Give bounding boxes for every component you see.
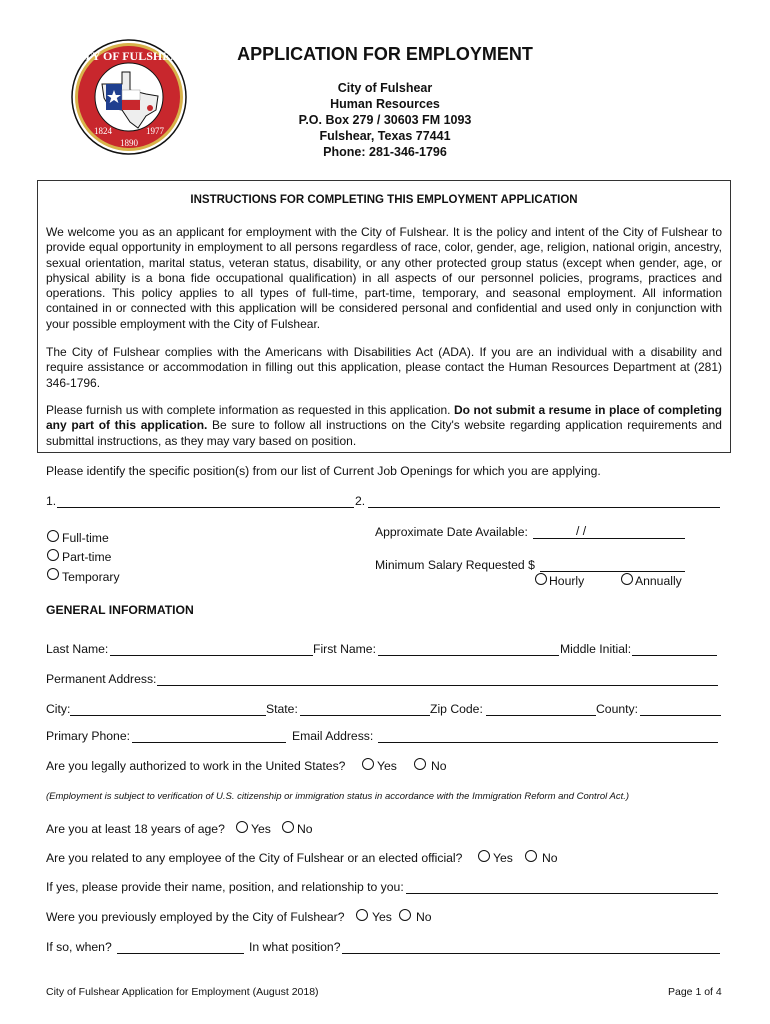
form-title: APPLICATION FOR EMPLOYMENT (237, 44, 533, 64)
hourly-label: Hourly (549, 574, 585, 588)
seal-year-2: 1890 (120, 138, 138, 148)
address-line: P.O. Box 279 / 30603 FM 1093 (298, 113, 472, 127)
previous-employment-question: Were you previously employed by the City of Fulshear? (46, 910, 345, 924)
last-name-label: Last Name: (46, 642, 109, 656)
related-question: Are you related to any employee of the City of Fulshear or an elected official? (46, 851, 463, 865)
county-field[interactable] (640, 715, 721, 716)
positions-prompt: Please identify the specific position(s) from our list of Current Job Openings for which you are applying. (46, 464, 601, 478)
age-no-radio[interactable] (282, 821, 294, 833)
temporary-radio[interactable] (47, 568, 59, 580)
previous-yes-radio[interactable] (356, 909, 368, 921)
address-line: City of Fulshear (337, 81, 433, 95)
temporary-label: Temporary (62, 570, 120, 584)
previous-no-radio[interactable] (399, 909, 411, 921)
previous-position-field[interactable] (342, 953, 720, 954)
state-label: State: (266, 702, 298, 716)
part-time-label: Part-time (62, 550, 112, 564)
primary-phone-field[interactable] (132, 742, 286, 743)
instructions-p3-rest: Be sure to follow all instructions on the City's website regarding application requirements and submittal instructions, as they may vary based on position. (46, 418, 722, 448)
full-time-radio[interactable] (47, 530, 59, 542)
part-time-radio[interactable] (47, 549, 59, 561)
city-field[interactable] (70, 715, 266, 716)
related-no-label: No (542, 851, 558, 865)
address-line: Human Resources (330, 97, 440, 111)
instructions-paragraph-3 (46, 403, 722, 449)
seal-year-1: 1824 (94, 126, 112, 136)
work-authorized-yes-radio[interactable] (362, 758, 374, 770)
seal-year-3: 1977 (146, 126, 164, 136)
address-line: Fulshear, Texas 77441 (319, 129, 451, 143)
instructions-title: INSTRUCTIONS FOR COMPLETING THIS EMPLOYMENT APPLICATION (190, 194, 578, 206)
work-authorized-question: Are you legally authorized to work in the United States? (46, 759, 346, 773)
last-name-field[interactable] (110, 655, 313, 656)
instructions-paragraph-1: We welcome you as an applicant for employment with the City of Fulshear. It is the policy and intent of the City of Fulshear to provide equal opportunity in employment to all persons regardless of race, color, gender, age, religion, national origin, ancestry, sexual orientation, marital status, veteran status, disability, or any other protected group status (except when gender, age, or physical ability is a bona fide occupational qualification) in all aspects of our personnel policies, programs, practices and operations. This policy applies to all types of full-time, part-time, temporary, and seasonal employment. All information contained in or connected with this application will be considered personal and confidential and used only in conjunction with your possible employment with the City of Fulshear. (46, 225, 722, 331)
previous-when-field[interactable] (117, 953, 244, 954)
email-field[interactable] (378, 742, 718, 743)
seal-ring-text: CITY OF FULSHEAR (70, 49, 188, 63)
footer-form-name: City of Fulshear Application for Employment (August 2018) (46, 986, 319, 998)
permanent-address-label: Permanent Address: (46, 672, 157, 686)
work-authorized-no-radio[interactable] (414, 758, 426, 770)
primary-phone-label: Primary Phone: (46, 729, 130, 743)
related-no-radio[interactable] (525, 850, 537, 862)
previous-when-label: If so, when? (46, 940, 112, 954)
related-details-label: If yes, please provide their name, position, and relationship to you: (46, 880, 404, 894)
zip-code-label: Zip Code: (430, 702, 483, 716)
age-question: Are you at least 18 years of age? (46, 822, 225, 836)
instructions-paragraph-2: The City of Fulshear complies with the Americans with Disabilities Act (ADA). If you are an individual with a disability and require assistance or accommodation in filling out this application, please contact the Human Resources Department at (281) 346-1796. (46, 345, 722, 390)
age-no-label: No (297, 822, 313, 836)
permanent-address-field[interactable] (157, 685, 718, 686)
age-yes-radio[interactable] (236, 821, 248, 833)
county-label: County: (596, 702, 639, 716)
related-yes-label: Yes (493, 851, 513, 865)
position-1-label: 1. (46, 494, 57, 508)
date-available-field[interactable] (533, 538, 685, 539)
middle-initial-label: Middle Initial: (560, 642, 632, 656)
date-available-label: Approximate Date Available: (375, 525, 528, 539)
related-details-field[interactable] (406, 893, 718, 894)
footer-page-number: Page 1 of 4 (668, 986, 722, 998)
annually-radio[interactable] (621, 573, 633, 585)
full-time-label: Full-time (62, 531, 109, 545)
instructions-p3-normal: Please furnish us with complete information as requested in this application. (46, 403, 451, 417)
previous-yes-label: Yes (372, 910, 392, 924)
date-slashes: / / (576, 524, 587, 538)
city-label: City: (46, 702, 71, 716)
hr-address (200, 80, 570, 160)
previous-no-label: No (416, 910, 432, 924)
hourly-radio[interactable] (535, 573, 547, 585)
email-label: Email Address: (292, 729, 374, 743)
address-line: Phone: 281-346-1796 (323, 145, 447, 159)
city-seal-logo (70, 38, 188, 156)
verification-note: (Employment is subject to verification of U.S. citizenship or immigration status in accordance with the Immigration Reform and Control Act.) (46, 791, 630, 802)
middle-initial-field[interactable] (632, 655, 717, 656)
previous-position-label: In what position? (249, 940, 341, 954)
position-2-label: 2. (355, 494, 366, 508)
instructions-p3-bold: Do not submit a resume in place of completing any part of this application. (46, 403, 722, 433)
salary-field[interactable] (540, 571, 685, 572)
position-2-field[interactable] (368, 507, 720, 508)
general-info-heading: GENERAL INFORMATION (46, 603, 194, 617)
first-name-label: First Name: (313, 642, 376, 656)
zip-code-field[interactable] (486, 715, 596, 716)
first-name-field[interactable] (378, 655, 559, 656)
work-authorized-no-label: No (431, 759, 447, 773)
work-authorized-yes-label: Yes (377, 759, 397, 773)
related-yes-radio[interactable] (478, 850, 490, 862)
annually-label: Annually (635, 574, 682, 588)
position-1-field[interactable] (57, 507, 354, 508)
age-yes-label: Yes (251, 822, 271, 836)
state-field[interactable] (300, 715, 430, 716)
salary-label: Minimum Salary Requested $ (375, 558, 535, 572)
